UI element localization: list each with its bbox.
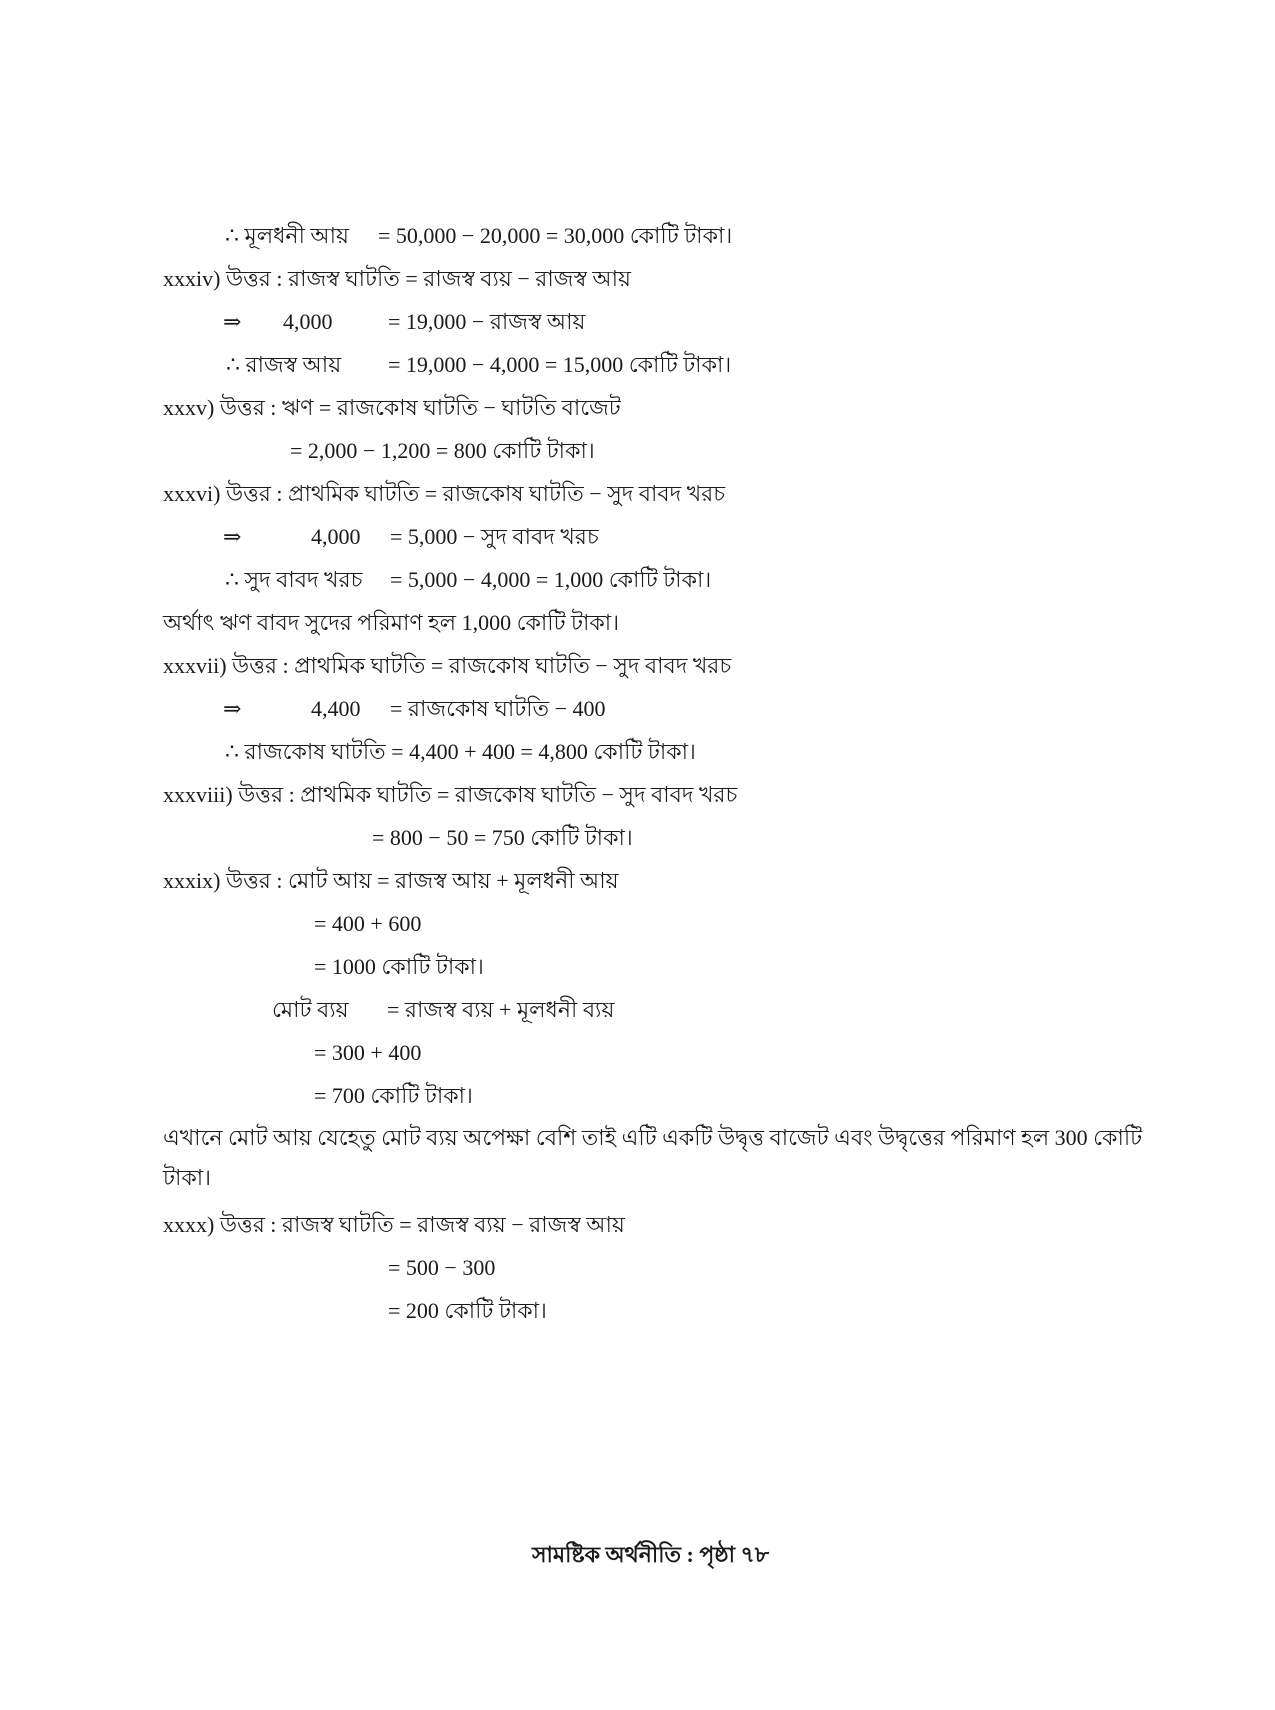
fiscal-deficit-equation: = রাজকোষ ঘাটতি − 400 <box>390 696 606 721</box>
answer-xxxv-heading: xxxv) উত্তর : ঋণ = রাজকোষ ঘাটতি − ঘাটতি বাজেট <box>163 395 621 420</box>
implies-symbol: ⇒ <box>223 696 242 721</box>
total-expenditure-equation: = রাজস্ব ব্যয় + মূলধনী ব্যয় <box>387 997 615 1022</box>
interest-conclusion: অর্থাৎ ঋণ বাবদ সুদের পরিমাণ হল 1,000 কোটি টাকা। <box>163 610 620 635</box>
primary-deficit-equation: = 5,000 − সুদ বাবদ খরচ <box>390 524 599 549</box>
primary-deficit-result: = 800 − 50 = 750 কোটি টাকা। <box>372 825 633 850</box>
revenue-deficit-value: 4,000 <box>283 309 333 334</box>
interest-equation: = 5,000 − 4,000 = 1,000 কোটি টাকা। <box>390 567 712 592</box>
answer-xxxvii-heading: xxxvii) উত্তর : প্রাথমিক ঘাটতি = রাজকোষ ঘাটতি − সুদ বাবদ খরচ <box>163 653 732 678</box>
total-receipts-result: = 1000 কোটি টাকা। <box>314 954 484 979</box>
total-expenditure-result: = 700 কোটি টাকা। <box>314 1083 473 1108</box>
therefore-interest-label: ∴ সুদ বাবদ খরচ <box>225 567 363 592</box>
therefore-capital-receipts-label: ∴ মূলধনী আয় <box>225 223 349 248</box>
total-expenditure-label: মোট ব্যয় <box>272 997 349 1022</box>
total-expenditure-sum: = 300 + 400 <box>314 1040 422 1065</box>
fiscal-deficit-result: ∴ রাজকোষ ঘাটতি = 4,400 + 400 = 4,800 কোটি টাকা। <box>225 739 696 764</box>
revenue-deficit-result: = 200 কোটি টাকা। <box>388 1298 547 1323</box>
therefore-revenue-receipts-label: ∴ রাজস্ব আয় <box>226 352 342 377</box>
page-footer: সামষ্টিক অর্থনীতি : পৃষ্ঠা ৭৮ <box>532 1542 770 1567</box>
revenue-deficit-equation: = 19,000 − রাজস্ব আয় <box>388 309 586 334</box>
surplus-budget-conclusion: এখানে মোট আয় যেহেতু মোট ব্যয় অপেক্ষা বেশি তাই এটি একটি উদ্বৃত্ত বাজেট এবং উদ্বৃত্তের পরিমাণ হল 300 কোটি টাকা। <box>163 1125 1143 1190</box>
answer-xxxix-heading: xxxix) উত্তর : মোট আয় = রাজস্ব আয় + মূলধনী আয় <box>163 868 619 893</box>
answer-xxxviii-heading: xxxviii) উত্তর : প্রাথমিক ঘাটতি = রাজকোষ ঘাটতি − সুদ বাবদ খরচ <box>163 782 738 807</box>
total-receipts-sum: = 400 + 600 <box>314 911 422 936</box>
implies-symbol: ⇒ <box>223 309 242 334</box>
revenue-deficit-difference: = 500 − 300 <box>388 1255 496 1280</box>
answer-xxxvi-heading: xxxvi) উত্তর : প্রাথমিক ঘাটতি = রাজকোষ ঘাটতি − সুদ বাবদ খরচ <box>163 481 726 506</box>
primary-deficit-value: 4,400 <box>311 696 361 721</box>
primary-deficit-value: 4,000 <box>311 524 361 549</box>
revenue-receipts-equation: = 19,000 − 4,000 = 15,000 কোটি টাকা। <box>388 352 732 377</box>
answer-xxxx-heading: xxxx) উত্তর : রাজস্ব ঘাটতি = রাজস্ব ব্যয় − রাজস্ব আয় <box>163 1212 625 1237</box>
capital-receipts-equation: = 50,000 − 20,000 = 30,000 কোটি টাকা। <box>378 223 733 248</box>
implies-symbol: ⇒ <box>223 524 242 549</box>
answer-xxxiv-heading: xxxiv) উত্তর : রাজস্ব ঘাটতি = রাজস্ব ব্যয় − রাজস্ব আয় <box>163 266 631 291</box>
borrowing-result: = 2,000 − 1,200 = 800 কোটি টাকা। <box>290 438 595 463</box>
